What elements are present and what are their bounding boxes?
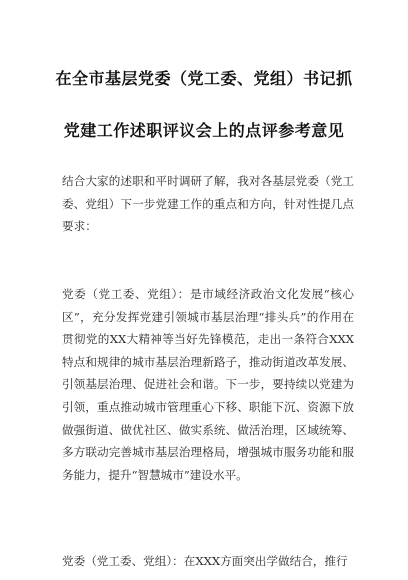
- document-title-line-2: 党建工作述职评议会上的点评参考意见: [63, 121, 345, 140]
- paragraph-section-1: 党委（党工委、党组）：是市域经济政治文化发展“核心区”，充分发挥党建引领城市基层治理“排头兵”的作用在贯彻党的XX大精神等当好先锋模范，走出一条符合XXX特点和规律的城市基层治理新路子，推动街道改革发展、引领基层治理、促进社会和谐。下一步，要持续以党建为引领，重点推动城市管理重心下移、职能下沉、资源下放做强街道、做优社区、做实系统、做活治理，区域统筹、多方联动完善城市基层治理格局，增强城市服务功能和服务能力，提升“智慧城市”建设水平。: [62, 287, 354, 482]
- paragraph-section-2: 党委（党工委、党组）：在XXX方面突出学做结合，推行: [62, 554, 348, 568]
- paragraph-intro: 结合大家的述职和平时调研了解，我对各基层党委（党工委、党组）下一步党建工作的重点和方向，针对性提几点要求：: [62, 174, 354, 234]
- document-title-line-1: 在全市基层党委（党工委、党组）书记抓: [55, 69, 353, 88]
